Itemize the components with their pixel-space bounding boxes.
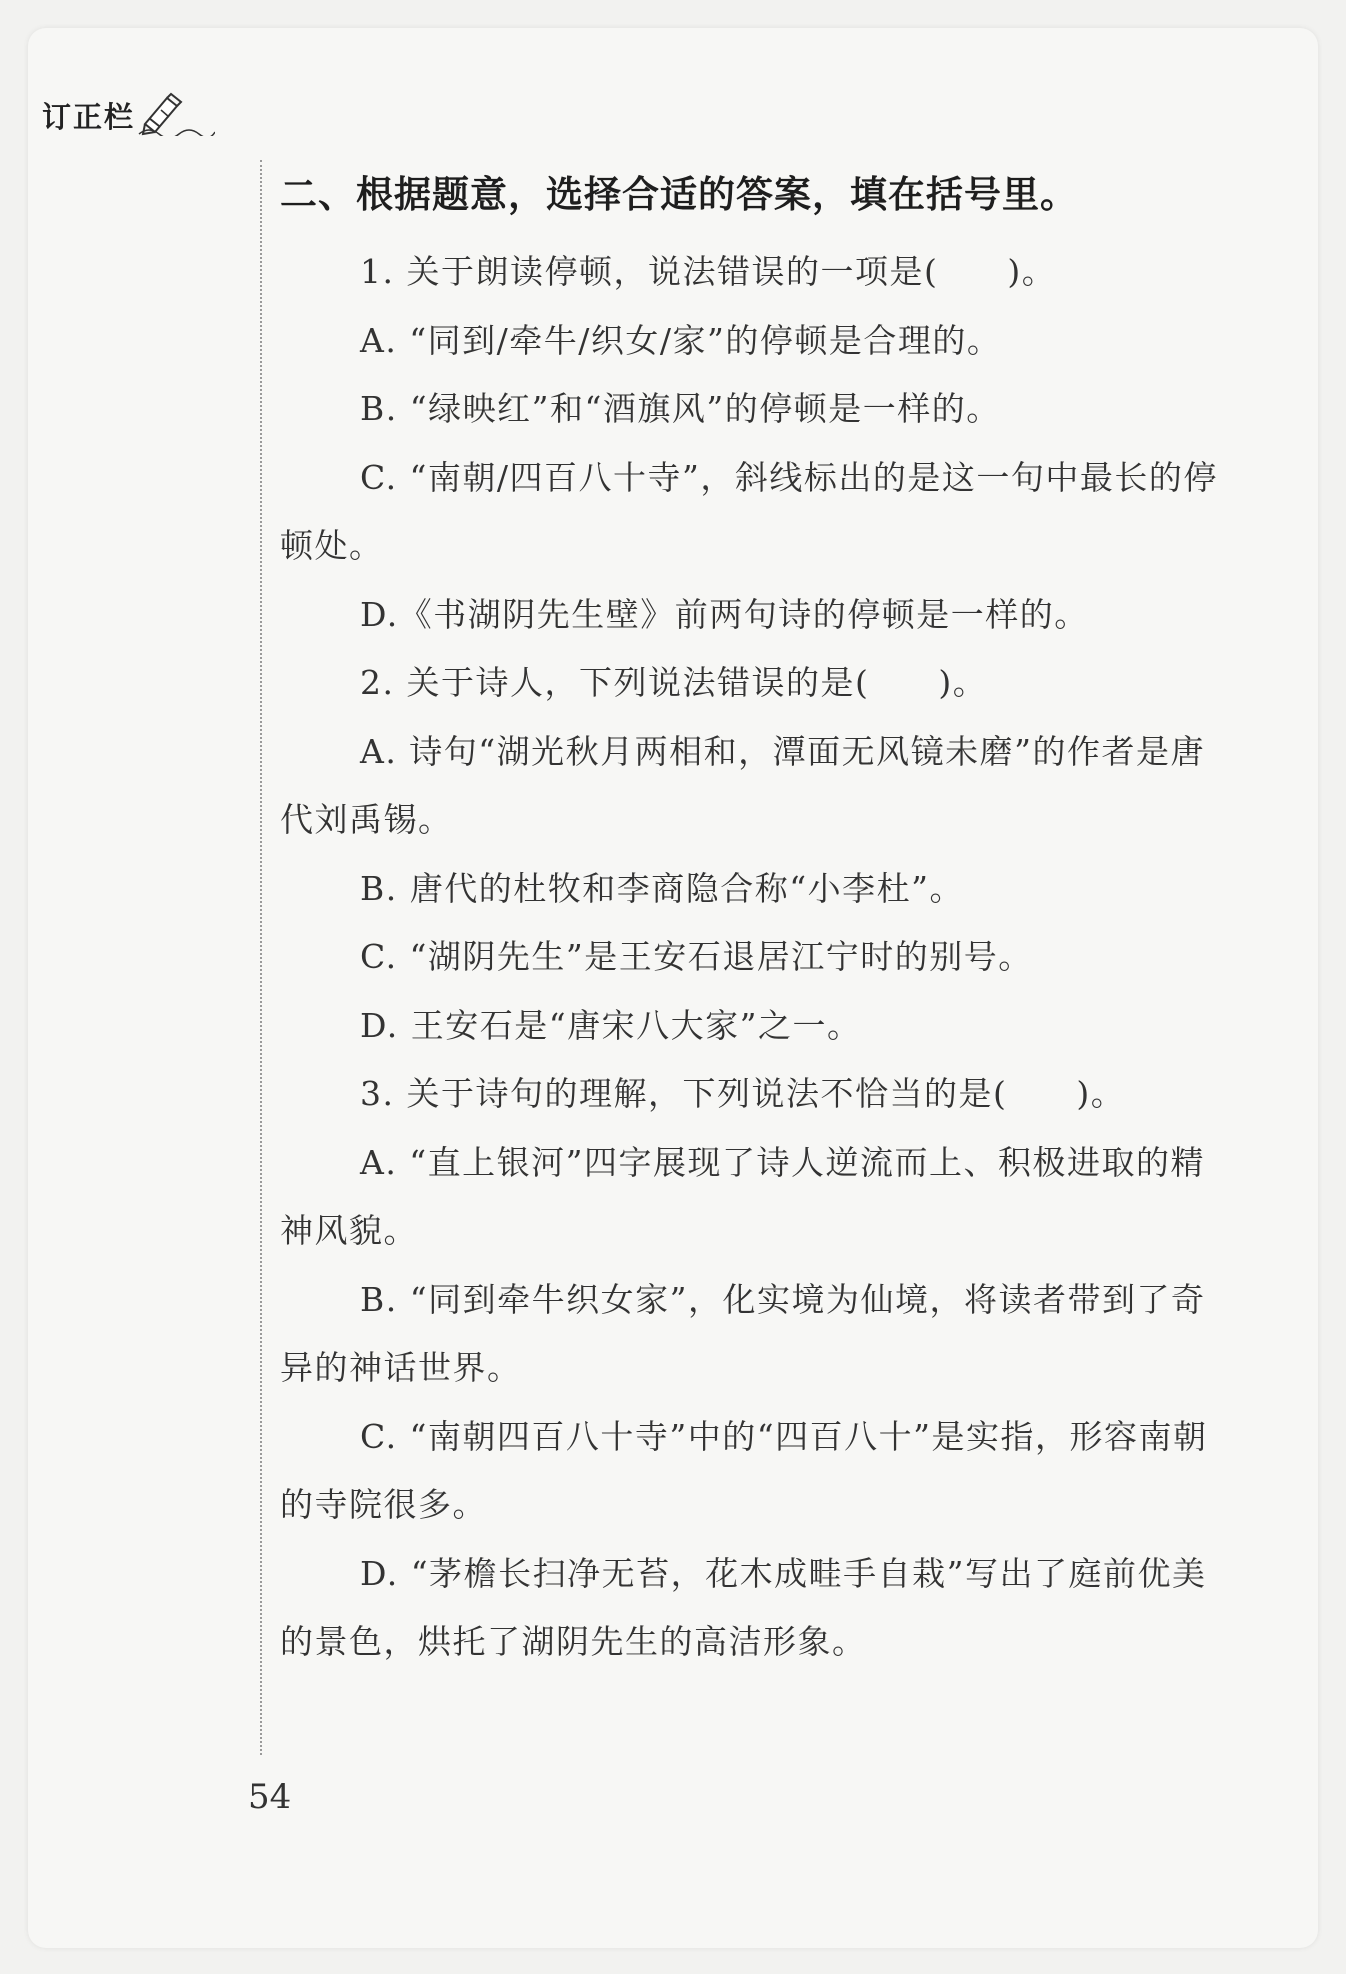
question-3-option-b: B. “同到牵牛织女家”，化实境为仙境，将读者带到了奇异的神话世界。 <box>280 1279 1206 1387</box>
question-3-option-d: D. “茅檐长扫净无苔，花木成畦手自栽”写出了庭前优美的景色，烘托了湖阴先生的高洁形象。 <box>280 1553 1207 1661</box>
question-2: 2. 关于诗人，下列说法错误的是( )。 <box>360 663 988 702</box>
question-1: 1. 关于朗读停顿，说法错误的一项是( )。 <box>360 252 1057 291</box>
question-2-option-d: D. 王安石是“唐宋八大家”之一。 <box>360 1005 862 1045</box>
question-3-option-a: A. “直上银河”四字展现了诗人逆流而上、积极进取的精神风貌。 <box>280 1142 1206 1250</box>
question-2-option-b: B. 唐代的杜牧和李商隐合称“小李杜”。 <box>360 868 964 908</box>
question-2-option-a: A. 诗句“湖光秋月两相和，潭面无风镜未磨”的作者是唐代刘禹锡。 <box>280 731 1206 839</box>
page-number: 54 <box>248 1777 292 1817</box>
section-title: 二、根据题意，选择合适的答案，填在括号里。 <box>280 173 1078 216</box>
question-1-option-a: A. “同到/牵牛/织女/家”的停顿是合理的。 <box>360 320 1002 360</box>
pencil-icon <box>137 90 215 140</box>
exercise-content <box>280 170 1220 1677</box>
question-3: 3. 关于诗句的理解，下列说法不恰当的是( )。 <box>360 1074 1126 1113</box>
question-1-option-c: C. “南朝/四百八十寺”，斜线标出的是这一句中最长的停顿处。 <box>280 457 1218 565</box>
question-2-option-c: C. “湖阴先生”是王安石退居江宁时的别号。 <box>360 937 1033 976</box>
correction-column-title: 订正栏 <box>42 100 136 134</box>
question-3-option-c: C. “南朝四百八十寺”中的“四百八十”是实指，形容南朝的寺院很多。 <box>280 1416 1208 1524</box>
margin-dotted-line <box>260 160 262 1755</box>
correction-column-header <box>42 90 215 136</box>
question-1-option-b: B. “绿映红”和“酒旗风”的停顿是一样的。 <box>360 389 1001 428</box>
question-1-option-d: D.《书湖阴先生壁》前两句诗的停顿是一样的。 <box>360 594 1089 634</box>
